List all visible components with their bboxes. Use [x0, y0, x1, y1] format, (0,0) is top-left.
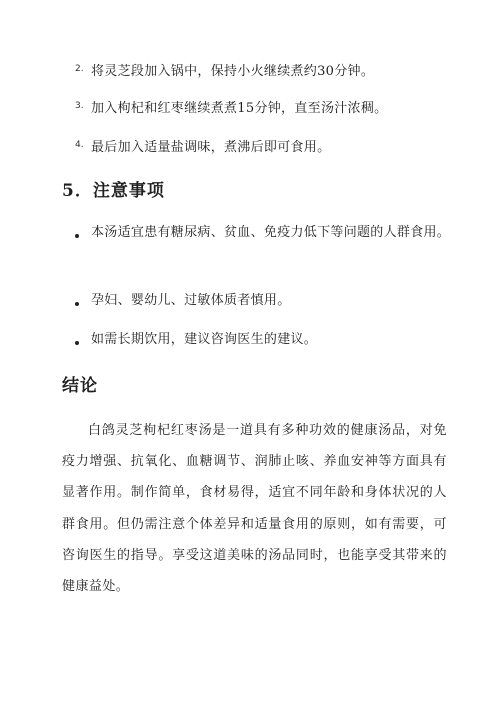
- step-number: 3.: [75, 101, 84, 111]
- bullet-item: [75, 292, 451, 317]
- step-item: [75, 134, 330, 156]
- step-item: [75, 58, 374, 80]
- section-heading-precautions: 5．注意事项: [62, 181, 165, 201]
- step-number: 2.: [75, 64, 84, 74]
- bullet-icon: [75, 234, 79, 238]
- bullet-item: [75, 224, 451, 249]
- step-text: 加入枸杞和红枣继续煮煮15分钟，直至汤汁浓稠。: [91, 100, 388, 116]
- step-text: 将灵芝段加入锅中，保持小火继续煮约30分钟。: [91, 63, 375, 79]
- bullet-text: 本汤适宜患有糖尿病、贫血、免疫力低下等问题的人群食用。: [91, 225, 451, 240]
- bullet-icon: [75, 302, 79, 306]
- step-text: 最后加入适量盐调味，煮沸后即可食用。: [91, 139, 331, 155]
- bullet-item: [75, 331, 451, 356]
- bullet-icon: [75, 341, 79, 345]
- conclusion-paragraph: 白鸽灵芝枸杞红枣汤是一道具有多种功效的健康汤品，对免疫力增强、抗氧化、血糖调节、润肺止咳、养血安神等方面具有显著作用。制作简单，食材易得，适宜不同年龄和身体状况的人群食用。但仍需注意个体差异和适量食用的原则，如有需要，可咨询医生的指导。享受这道美味的汤品同时，也能享受其带来的健康益处。: [62, 423, 447, 595]
- bullet-text: 孕妇、婴幼儿、过敏体质者慎用。: [91, 293, 291, 308]
- step-number: 4.: [75, 140, 84, 150]
- bullet-text: 如需长期饮用，建议咨询医生的建议。: [91, 332, 318, 347]
- step-item: [75, 95, 387, 117]
- section-heading-conclusion: 结论: [62, 376, 98, 396]
